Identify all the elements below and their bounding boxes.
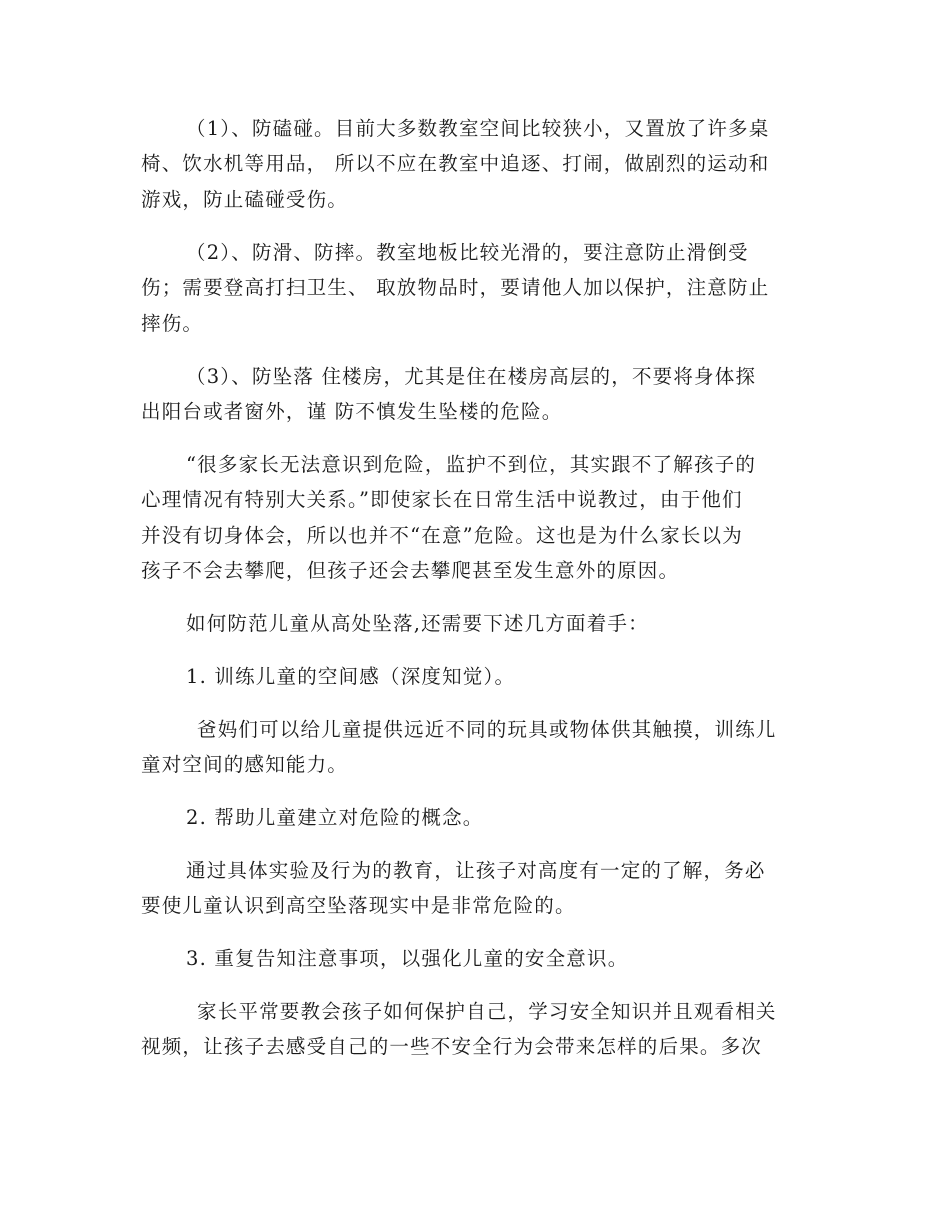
list-item-1-heading: 1. 训练儿童的空间感（深度知觉）。 xyxy=(186,665,516,688)
list-item-3-heading: 3. 重复告知注意事项，以强化儿童的安全意识。 xyxy=(186,947,629,970)
paragraph-4-line-3: 并没有切身体会，所以也并不“在意”危险。这也是为什么家长以为 xyxy=(141,524,743,547)
paragraph-6-line-2: 童对空间的感知能力。 xyxy=(141,753,349,776)
paragraph-3-line-2: 出阳台或者窗外，谨 防不慎发生坠楼的危险。 xyxy=(141,400,563,423)
paragraph-4-line-2: 心理情况有特别大关系。”即使家长在日常生活中说教过，由于他们 xyxy=(141,488,743,511)
paragraph-1-line-1: （1）、防磕碰。目前大多数教室空间比较狭小，又置放了许多桌 xyxy=(186,117,770,140)
paragraph-3-line-1: （3）、防坠落 住楼房，尤其是住在楼房高层的，不要将身体探 xyxy=(186,365,757,388)
paragraph-2-line-3: 摔伤。 xyxy=(141,312,204,335)
paragraph-8-line-1: 家长平常要教会孩子如何保护自己，学习安全知识并且观看相关 xyxy=(197,1000,777,1023)
paragraph-4-line-1: “很多家长无法意识到危险，监护不到位，其实跟不了解孩子的 xyxy=(186,453,757,476)
paragraph-6-line-1: 爸妈们可以给儿童提供远近不同的玩具或物体供其触摸，训练儿 xyxy=(197,718,777,741)
paragraph-1-line-3: 游戏，防止磕碰受伤。 xyxy=(141,188,349,211)
paragraph-2-line-2: 伤；需要登高打扫卫生、 取放物品时，要请他人加以保护，注意防止 xyxy=(141,276,770,299)
paragraph-7-line-1: 通过具体实验及行为的教育，让孩子对高度有一定的了解，务必 xyxy=(186,859,766,882)
paragraph-7-line-2: 要使儿童认识到高空坠落现实中是非常危险的。 xyxy=(141,894,576,917)
paragraph-1-line-2: 椅、饮水机等用品， 所以不应在教室中追逐、打闹，做剧烈的运动和 xyxy=(141,152,770,175)
paragraph-5-line-1: 如何防范儿童从高处坠落,还需要下述几方面着手： xyxy=(186,612,649,635)
list-item-2-heading: 2. 帮助儿童建立对危险的概念。 xyxy=(186,806,484,829)
paragraph-2-line-1: （2）、防滑、防摔。教室地板比较光滑的，要注意防止滑倒受 xyxy=(186,241,749,264)
paragraph-8-line-2: 视频，让孩子去感受自己的一些不安全行为会带来怎样的后果。多次 xyxy=(141,1035,763,1058)
paragraph-4-line-4: 孩子不会去攀爬，但孩子还会去攀爬甚至发生意外的原因。 xyxy=(141,559,680,582)
